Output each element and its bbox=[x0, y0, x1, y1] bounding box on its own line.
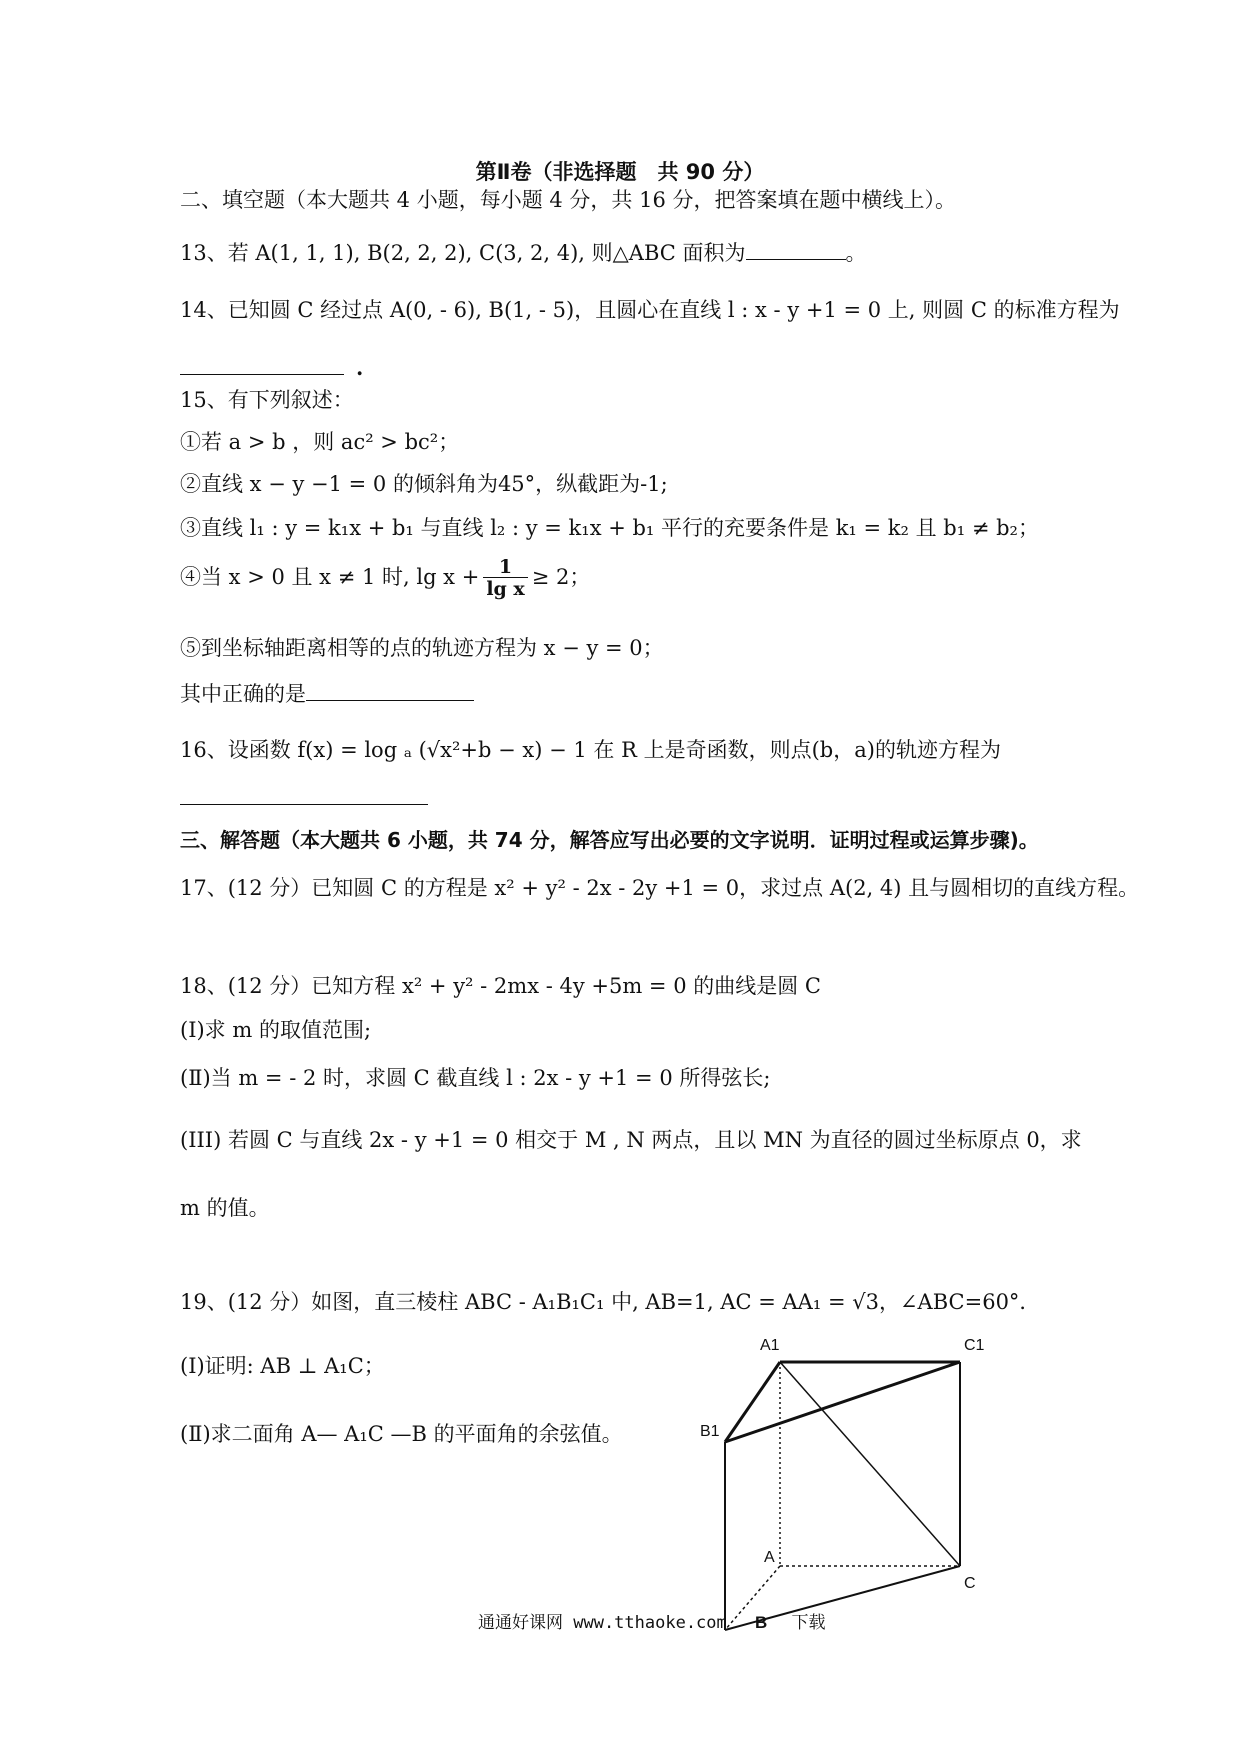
page-title: 第Ⅱ卷（非选择题 共 90 分） bbox=[475, 160, 765, 184]
question-13-end: 。 bbox=[845, 241, 867, 265]
question-19-part-2: (Ⅱ)求二面角 A— A₁C —B 的平面角的余弦值。 bbox=[180, 1422, 623, 1446]
label-b: B bbox=[755, 1613, 768, 1632]
fraction-numerator: 1 bbox=[483, 558, 527, 578]
statement-4 bbox=[180, 558, 590, 599]
question-14-end: . bbox=[356, 355, 364, 380]
section-3-header: 三、解答题（本大题共 6 小题，共 74 分，解答应写出必要的文字说明．证明过程或运算步骤)。 bbox=[180, 828, 1039, 852]
statement-2: ②直线 x − y −1 = 0 的倾斜角为45°，纵截距为-1; bbox=[180, 472, 668, 496]
answer-blank-14 bbox=[180, 356, 344, 375]
question-16: 16、设函数 f(x) = log ₐ (√x²+b − x) − 1 在 R 上是奇函数，则点(b，a)的轨迹方程为 bbox=[180, 738, 1001, 762]
question-18-stem: 18、(12 分）已知方程 x² + y² - 2mx - 4y +5m = 0 的曲线是圆 C bbox=[180, 974, 821, 998]
question-13 bbox=[180, 241, 867, 264]
question-18-part-3: (III) 若圆 C 与直线 2x - y +1 = 0 相交于 M , N 两点，且以 MN 为直径的圆过坐标原点 0，求 bbox=[180, 1128, 1082, 1152]
edge-b1c1 bbox=[725, 1362, 960, 1442]
question-19-part-1: (Ⅰ)证明: AB ⊥ A₁C； bbox=[180, 1354, 385, 1378]
statement-4-post: ≥ 2； bbox=[531, 565, 591, 589]
answer-blank-16 bbox=[180, 804, 428, 805]
page-footer bbox=[478, 1608, 826, 1633]
question-15-ask-text: 其中正确的是 bbox=[180, 682, 306, 706]
statement-5: ⑤到坐标轴距离相等的点的轨迹方程为 x − y = 0； bbox=[180, 636, 664, 660]
fraction bbox=[483, 558, 527, 599]
question-19-stem: 19、(12 分）如图，直三棱柱 ABC - A₁B₁C₁ 中, AB=1, AC = AA₁ = √3，∠ABC=60°． bbox=[180, 1290, 1041, 1314]
label-b1: B1 bbox=[700, 1423, 720, 1440]
label-a1: A1 bbox=[760, 1337, 780, 1354]
question-18-part-3-cont: m 的值。 bbox=[180, 1196, 270, 1220]
answer-blank-13 bbox=[746, 241, 846, 260]
fraction-denominator: lg x bbox=[486, 578, 525, 600]
section-2-header: 二、填空题（本大题共 4 小题，每小题 4 分，共 16 分，把答案填在题中横线上）。 bbox=[180, 188, 956, 212]
prism-figure bbox=[700, 1330, 1000, 1640]
statement-3: ③直线 l₁ : y = k₁x + b₁ 与直线 l₂ : y = k₁x + b₁ 平行的充要条件是 k₁ = k₂ 且 b₁ ≠ b₂； bbox=[180, 516, 1039, 540]
footer-tail: 下载 bbox=[791, 1613, 826, 1633]
statement-4-pre: ④当 x > 0 且 x ≠ 1 时, lg x + bbox=[180, 565, 480, 589]
question-13-text: 13、若 A(1, 1, 1), B(2, 2, 2), C(3, 2, 4), 则△ABC 面积为 bbox=[180, 241, 746, 265]
question-14-answer-line bbox=[180, 356, 363, 379]
question-17: 17、(12 分）已知圆 C 的方程是 x² + y² - 2x - 2y +1 = 0，求过点 A(2, 4) 且与圆相切的直线方程。 bbox=[180, 876, 1140, 900]
footer-site: 通通好课网 www.tthaoke.com bbox=[478, 1613, 727, 1633]
statement-1: ①若 a > b ，则 ac² > bc²； bbox=[180, 430, 460, 454]
question-18-part-2: (Ⅱ)当 m = - 2 时，求圆 C 截直线 l : 2x - y +1 = 0 所得弦长; bbox=[180, 1066, 771, 1090]
label-c1: C1 bbox=[964, 1337, 985, 1354]
question-15-intro: 15、有下列叙述： bbox=[180, 388, 354, 412]
label-a: A bbox=[764, 1549, 775, 1566]
edge-a1b1 bbox=[725, 1362, 780, 1442]
label-c: C bbox=[964, 1575, 976, 1592]
answer-blank-15 bbox=[306, 682, 474, 701]
question-18-part-1: (Ⅰ)求 m 的取值范围; bbox=[180, 1018, 372, 1042]
question-15-ask bbox=[180, 682, 474, 705]
question-14: 14、已知圆 C 经过点 A(0, - 6), B(1, - 5)，且圆心在直线 l : x - y +1 = 0 上, 则圆 C 的标准方程为 bbox=[180, 298, 1120, 322]
